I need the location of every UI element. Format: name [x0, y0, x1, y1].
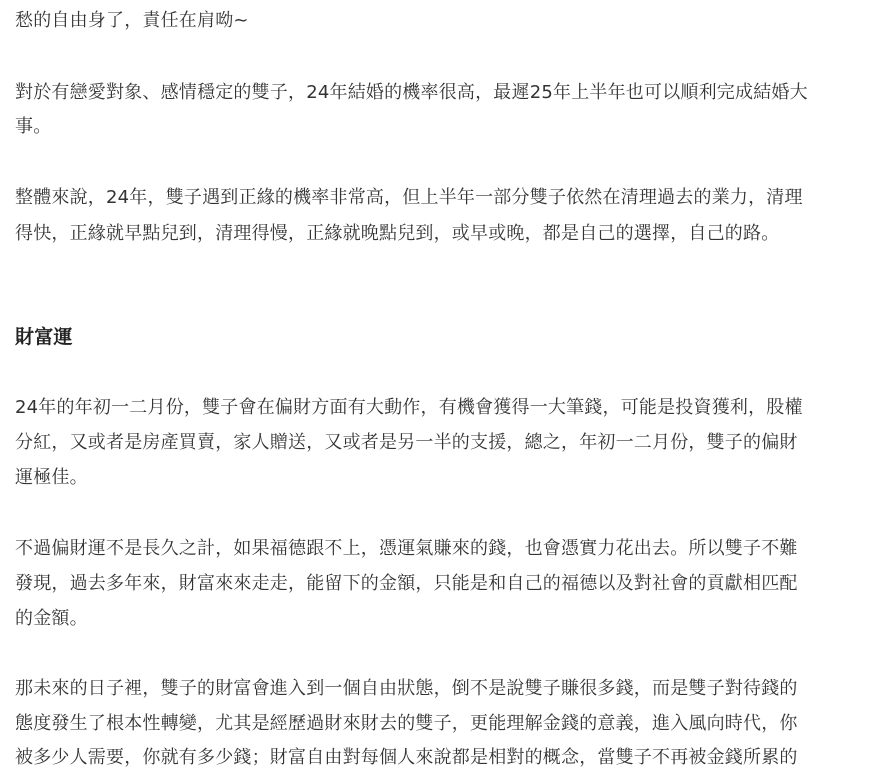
paragraph-line: 態度發生了根本性轉變，尤其是經歷過財來財去的雙子，更能理解金錢的意義，進入風向時代，你 [15, 713, 798, 734]
paragraph-line: 不過偏財運不是長久之計，如果福德跟不上，憑運氣賺來的錢，也會憑實力花出去。所以雙子不難 [15, 538, 798, 559]
paragraph-line: 對於有戀愛對象、感情穩定的雙子，24年結婚的機率很高，最遲25年上半年也可以順利完成結婚大 [15, 82, 808, 103]
paragraph-line: 運極佳。 [15, 467, 88, 488]
paragraph-line: 被多少人需要，你就有多少錢；財富自由對每個人來說都是相對的概念，當雙子不再被金錢所累的 [15, 747, 798, 768]
paragraph-line: 的金額。 [15, 608, 88, 629]
paragraph-line: 事。 [15, 116, 52, 137]
paragraph-line: 24年的年初一二月份，雙子會在偏財方面有大動作，有機會獲得一大筆錢，可能是投資獲利，股權 [15, 397, 803, 418]
paragraph-line: 整體來說，24年，雙子遇到正緣的機率非常高，但上半年一部分雙子依然在清理過去的業力，清理 [15, 187, 803, 208]
paragraph-line: 分紅，又或者是房產買賣，家人贈送，又或者是另一半的支援，總之，年初一二月份，雙子的偏財 [15, 432, 798, 453]
section-heading: 財富運 [15, 326, 73, 348]
paragraph-line: 那未來的日子裡，雙子的財富會進入到一個自由狀態，倒不是說雙子賺很多錢，而是雙子對待錢的 [15, 678, 798, 699]
paragraph-line: 得快，正緣就早點兒到，清理得慢，正緣就晚點兒到，或早或晚，都是自己的選擇，自己的路。 [15, 223, 780, 244]
paragraph-line: 發現，過去多年來，財富來來走走，能留下的金額，只能是和自己的福德以及對社會的貢獻相匹配 [15, 573, 798, 594]
paragraph-line: 愁的自由身了，責任在肩呦~ [15, 10, 249, 31]
